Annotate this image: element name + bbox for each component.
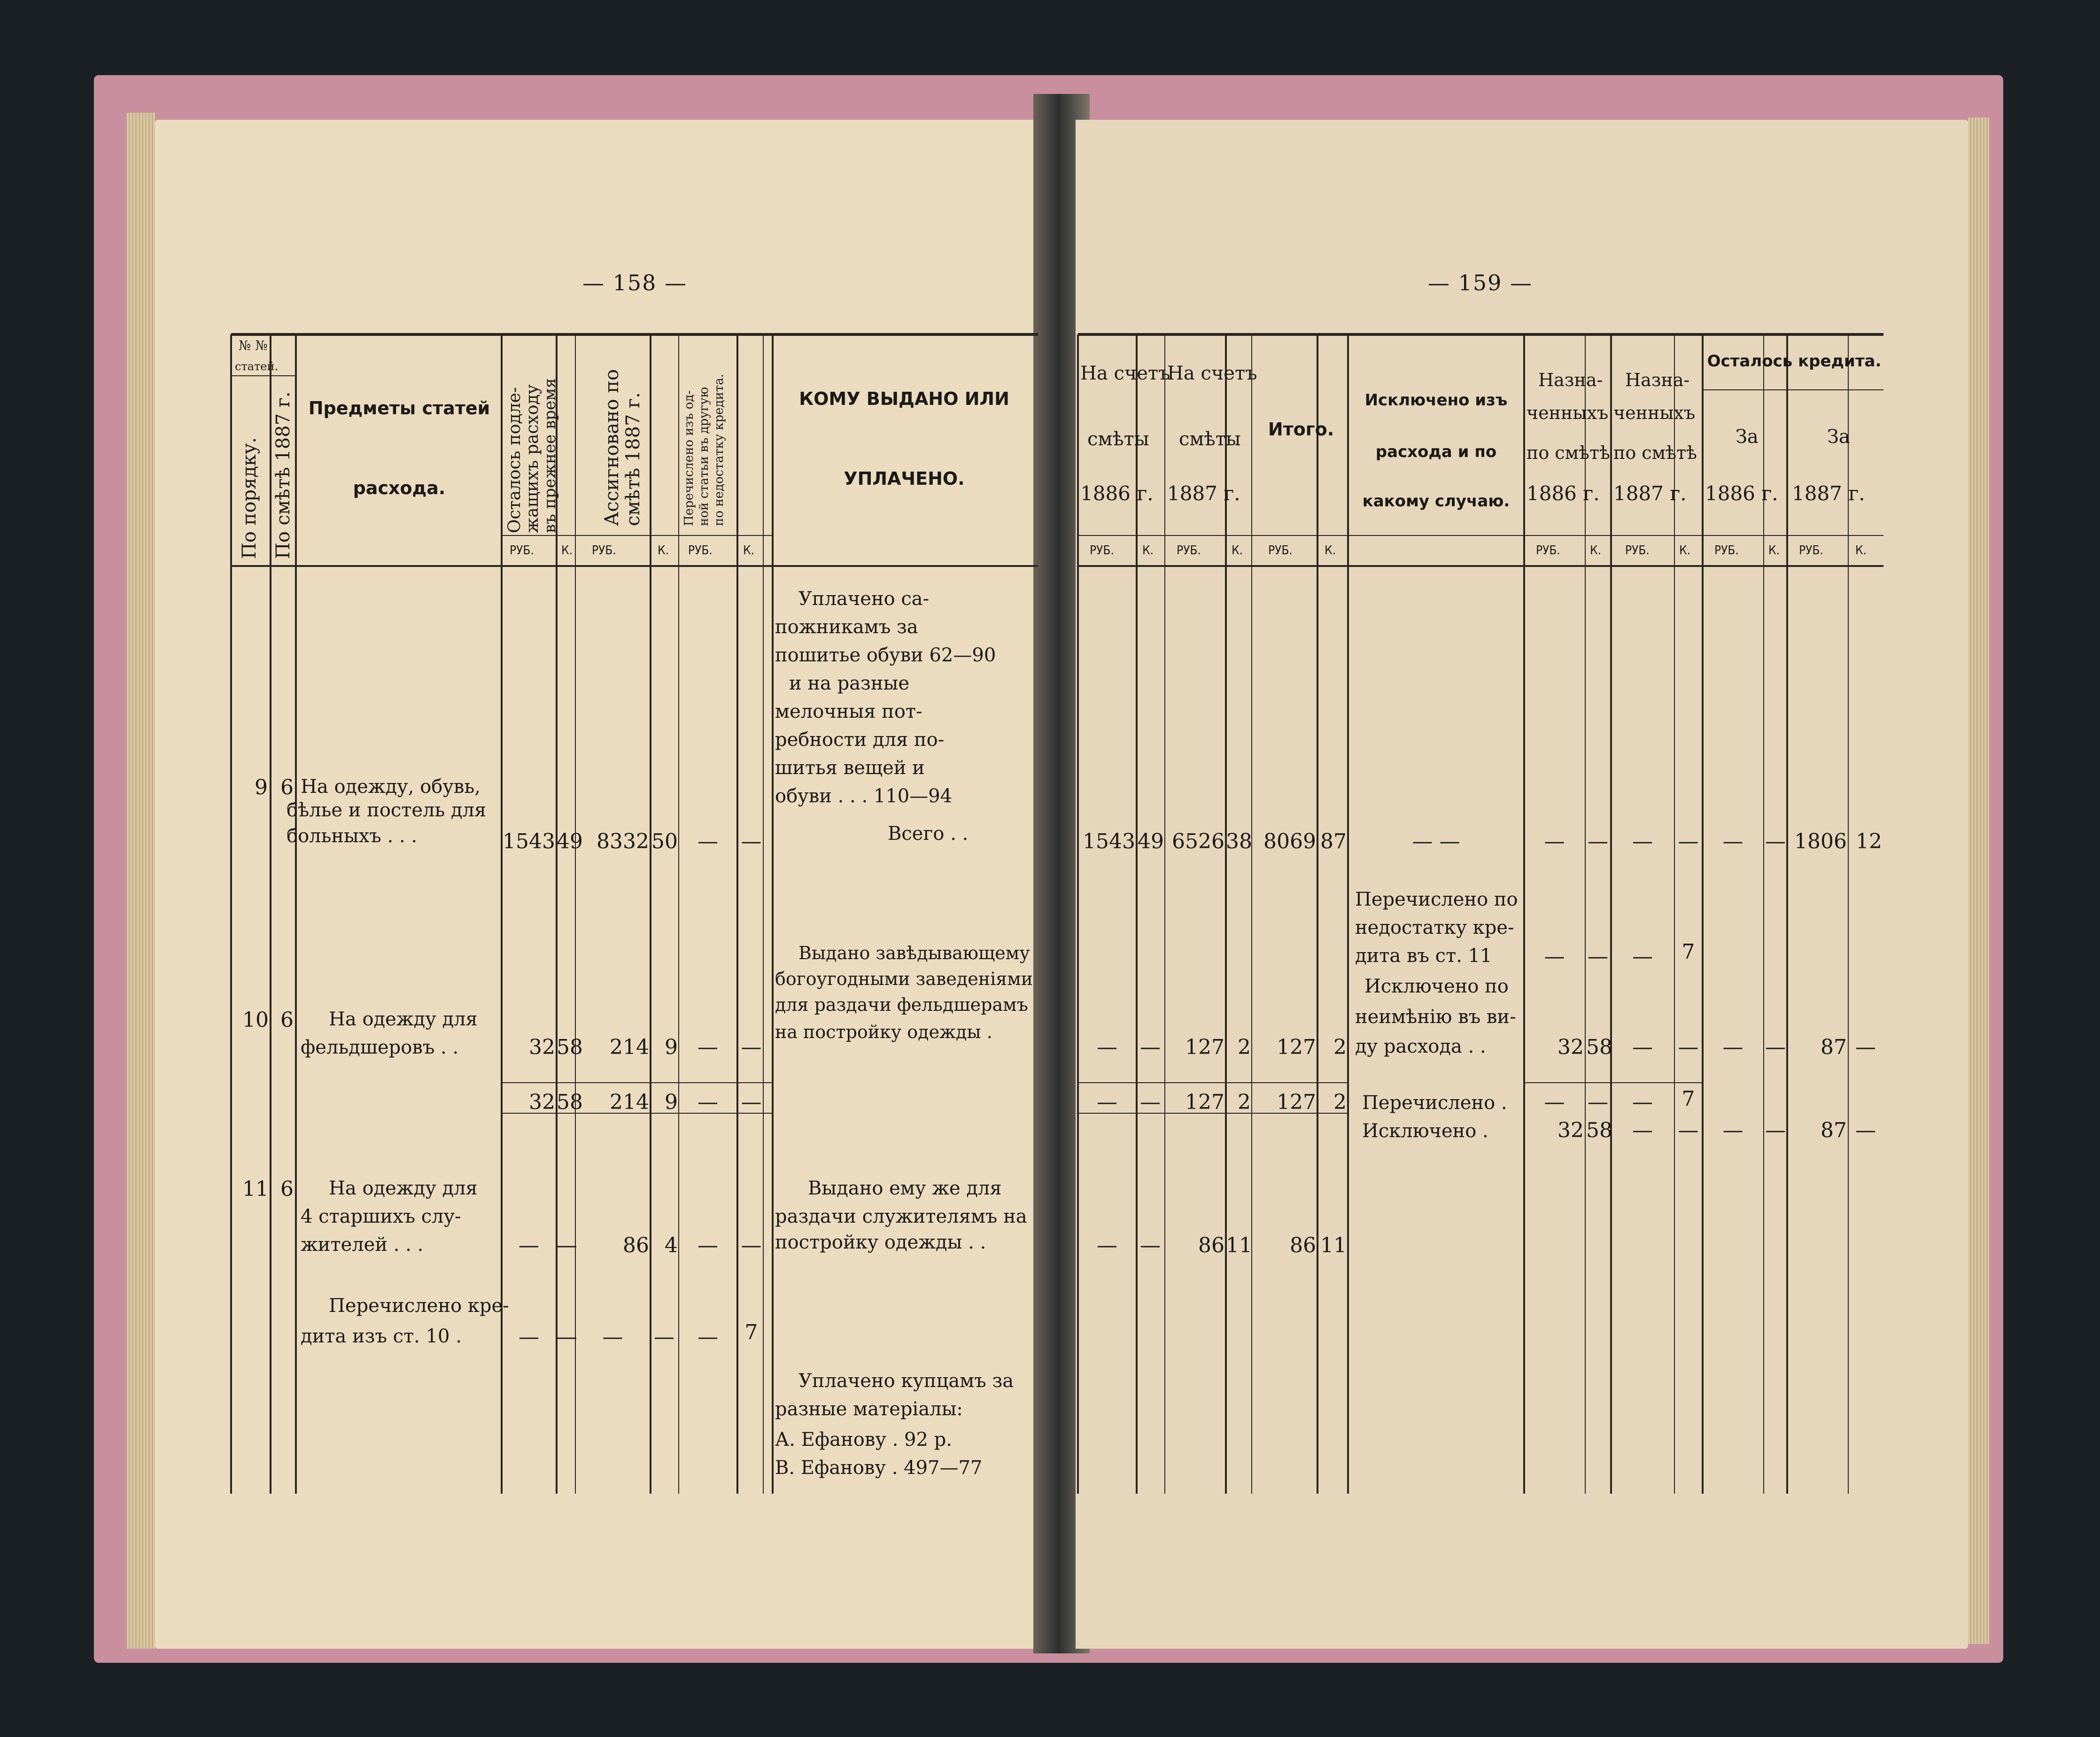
row11-ost-r: —	[519, 1233, 539, 1257]
header-assignovano-1: Ассигновано по	[601, 369, 623, 526]
unit-left-1: РУБ.	[510, 543, 534, 558]
row11-per-k: —	[741, 1233, 762, 1257]
r1-it-k: 87	[1320, 830, 1347, 853]
header-perechisleno-2: ной статьи въ другую	[697, 387, 711, 526]
rh-s87-3: 1887 г.	[1167, 482, 1240, 505]
header-ostalos-3: въ прежнее время	[541, 378, 559, 533]
r1-n87-k: —	[1678, 830, 1699, 853]
r6-it-k: 11	[1320, 1233, 1347, 1257]
komu-b1-6: ребности для по-	[775, 729, 945, 751]
rh-s87-2: смѣты	[1179, 428, 1241, 450]
unit-left-3: РУБ.	[592, 543, 616, 558]
r4-it-r: 127	[1277, 1090, 1316, 1114]
transfer-ass-k: —	[654, 1325, 674, 1349]
r1-o87-r: 1806	[1794, 830, 1847, 853]
rh-za86-1: За	[1736, 426, 1759, 448]
row10-ass-r: 214	[610, 1035, 649, 1059]
row9-per-r: —	[697, 830, 718, 853]
row10-ost-k: 58	[557, 1035, 583, 1059]
unit-right-11: РУБ.	[1714, 543, 1739, 558]
row9-name-3: больныхъ . . .	[287, 825, 418, 847]
r5-o86-r: —	[1722, 1118, 1744, 1142]
r5-n87-k: —	[1678, 1118, 1699, 1142]
komu-b1-1: Уплачено са-	[798, 588, 930, 610]
r3-s86-k: —	[1140, 1035, 1161, 1059]
unit-right-6: К.	[1325, 543, 1336, 558]
row10-name-2: фельдшеровъ . .	[301, 1037, 459, 1058]
r5-o87-k: —	[1855, 1118, 1876, 1142]
r6-it-r: 86	[1290, 1233, 1316, 1257]
rh-n86-2: ченныхъ	[1527, 403, 1609, 423]
r1-s86-r: 1543	[1083, 830, 1135, 853]
komu-b1-4: и на разные	[789, 673, 910, 694]
header-raskhoda: расхода.	[353, 478, 446, 498]
komu-b1-3: пошитье обуви 62—90	[775, 644, 996, 666]
r6-s87-r: 86	[1198, 1233, 1224, 1257]
unit-right-5: РУБ.	[1268, 543, 1293, 558]
row11-name-3: жителей . . .	[301, 1234, 424, 1256]
subtotal-per-r: —	[697, 1090, 718, 1114]
row9-name-1: На одежду, обувь,	[301, 776, 480, 798]
komu-b2-4: на постройку одежды .	[775, 1022, 992, 1042]
r3-o87-r: 87	[1821, 1035, 1847, 1059]
rh-za86-2: 1886 г.	[1705, 482, 1778, 505]
unit-left-2: К.	[561, 543, 573, 558]
rh-s86-2: смѣты	[1087, 428, 1149, 450]
r1-n86-r: —	[1544, 830, 1565, 853]
rh-n87-2: ченныхъ	[1613, 403, 1696, 423]
header-perechisleno-1: Перечислено изъ од-	[682, 390, 696, 526]
row11-ass-r: 86	[623, 1233, 649, 1257]
unit-left-4: К.	[658, 543, 669, 558]
row9-name-2: бѣлье и постель для	[287, 799, 487, 821]
r5-n87-r: —	[1632, 1118, 1653, 1142]
r1-s87-r: 6526	[1172, 830, 1224, 853]
rh-s87-1: На счетъ	[1167, 363, 1257, 384]
subtotal-ost-r: 32	[529, 1090, 555, 1114]
rh-isk-3: какому случаю.	[1362, 492, 1510, 511]
subtotal-per-k: —	[741, 1090, 762, 1114]
komu-b2-1: Выдано завѣдывающему	[798, 943, 1030, 963]
header-assignovano-2: смѣтѣ 1887 г.	[622, 392, 644, 526]
rh-n87-4: 1887 г.	[1613, 482, 1687, 505]
rh-isk-1: Исключено изъ	[1364, 391, 1508, 410]
transfer-per-k: 7	[744, 1320, 758, 1344]
komu-b4-3: А. Ефанову . 92 р.	[775, 1429, 952, 1450]
r5-isk: Исключено .	[1362, 1120, 1488, 1142]
transfer-name-1: Перечислено кре-	[329, 1295, 509, 1317]
r4-n87-k: 7	[1682, 1087, 1695, 1111]
r6-s86-k: —	[1140, 1233, 1161, 1257]
row10-per-k: —	[741, 1035, 762, 1059]
r1-o87-k: 12	[1856, 830, 1882, 853]
komu-b3-2: раздачи служителямъ на	[775, 1206, 1027, 1227]
left-page-number: — 158 —	[582, 270, 688, 295]
r5-n86-r: 32	[1558, 1118, 1584, 1142]
r3-n87-k: —	[1678, 1035, 1699, 1059]
rh-za87-1: За	[1827, 426, 1850, 448]
r4-n87-r: —	[1632, 1090, 1653, 1114]
unit-left-6: К.	[743, 543, 755, 558]
komu-b4-2: разные матеріалы:	[775, 1398, 963, 1420]
unit-left-5: РУБ.	[688, 543, 713, 558]
row9-smeta: 6	[280, 775, 294, 799]
header-statey: статей.	[235, 360, 279, 373]
header-komu: КОМУ ВЫДАНО ИЛИ	[799, 388, 1009, 409]
r3-it-k: 2	[1333, 1035, 1347, 1059]
right-page-number: — 159 —	[1428, 270, 1533, 295]
unit-right-14: К.	[1855, 543, 1867, 558]
row11-no: 11	[242, 1177, 269, 1201]
subtotal-ass-r: 214	[610, 1090, 649, 1114]
rh-n86-4: 1886 г.	[1527, 482, 1600, 505]
unit-right-9: РУБ.	[1625, 543, 1650, 558]
r3-isk-2: неимѣнію въ ви-	[1355, 1006, 1516, 1028]
r1-n86-k: —	[1588, 830, 1608, 853]
r4-s86-r: —	[1097, 1090, 1117, 1114]
rh-s86-3: 1886 г.	[1080, 482, 1154, 505]
header-nn: № №	[239, 338, 268, 353]
rh-itogo: Итого.	[1268, 419, 1334, 440]
row9-ass-k: 50	[651, 830, 678, 853]
subtotal-ass-k: 9	[665, 1090, 678, 1114]
r3-n86-r: 32	[1558, 1035, 1584, 1059]
komu-b3-3: постройку одежды . .	[775, 1232, 986, 1253]
header-ostalos-2: жащихъ расходу	[523, 384, 542, 533]
r2-isk-1: Перечислено по	[1355, 889, 1518, 910]
rh-n86-1: Назна-	[1538, 370, 1603, 390]
row9-ost-r: 1543	[503, 830, 555, 853]
r1-o86-r: —	[1722, 830, 1744, 853]
r1-s87-k: 38	[1226, 830, 1252, 853]
r3-s86-r: —	[1097, 1035, 1117, 1059]
row11-ass-k: 4	[665, 1233, 678, 1257]
r3-o86-k: —	[1765, 1035, 1786, 1059]
header-predmety: Предметы статей	[308, 398, 490, 419]
r3-o87-k: —	[1855, 1035, 1876, 1059]
row9-ost-k: 49	[557, 830, 583, 853]
header-uplacheno: УПЛАЧЕНО.	[844, 468, 965, 489]
r1-isk: — —	[1412, 830, 1460, 853]
rh-n87-3: по смѣтѣ	[1613, 442, 1697, 463]
r3-o86-r: —	[1722, 1035, 1744, 1059]
r6-s86-r: —	[1097, 1233, 1117, 1257]
header-po-poryadku: По порядку.	[239, 437, 260, 559]
r2-n87-r: —	[1632, 945, 1653, 969]
unit-right-7: РУБ.	[1536, 543, 1560, 558]
row10-no: 10	[242, 1008, 269, 1032]
r1-o86-k: —	[1765, 830, 1786, 853]
row11-name-1: На одежду для	[329, 1178, 478, 1199]
rh-n86-3: по смѣтѣ	[1527, 442, 1610, 463]
komu-b1-8: обуви . . . 110—94	[775, 785, 953, 807]
rh-s86-1: На счетъ	[1080, 363, 1170, 384]
row9-per-k: —	[741, 830, 762, 853]
r2-isk-2: недостатку кре-	[1355, 917, 1514, 938]
r2-isk-3: дита въ ст. 11	[1355, 945, 1492, 967]
komu-b1-7: шитья вещей и	[775, 757, 925, 779]
komu-vsego: Всего . .	[888, 823, 969, 845]
unit-right-8: К.	[1590, 543, 1602, 558]
rh-n87-1: Назна-	[1625, 370, 1690, 390]
rh-ostalos: Осталось кредита.	[1707, 352, 1882, 371]
header-po-smete: По смѣтѣ 1887 г.	[272, 391, 294, 559]
rh-za87-2: 1887 г.	[1792, 482, 1865, 505]
komu-b2-3: для раздачи фельдшерамъ	[775, 994, 1028, 1015]
r4-n86-r: —	[1544, 1090, 1565, 1114]
unit-right-13: РУБ.	[1799, 543, 1823, 558]
r5-n86-k: 58	[1586, 1118, 1612, 1142]
r2-n86-r: —	[1544, 945, 1565, 969]
r4-s86-k: —	[1140, 1090, 1161, 1114]
unit-right-1: РУБ.	[1090, 543, 1114, 558]
r1-s86-k: 49	[1138, 830, 1164, 853]
subtotal-ost-k: 58	[557, 1090, 583, 1114]
r3-s87-r: 127	[1185, 1035, 1224, 1059]
row11-name-2: 4 старшихъ слу-	[301, 1206, 461, 1227]
r2-n86-k: —	[1588, 945, 1608, 969]
r3-it-r: 127	[1277, 1035, 1316, 1059]
row11-per-r: —	[697, 1233, 718, 1257]
r4-s87-r: 127	[1185, 1090, 1224, 1114]
transfer-name-2: дита изъ ст. 10 .	[301, 1326, 462, 1347]
row10-name-1: На одежду для	[329, 1008, 478, 1030]
unit-right-12: К.	[1768, 543, 1780, 558]
r3-n87-r: —	[1632, 1035, 1653, 1059]
row11-smeta: 6	[280, 1177, 294, 1201]
transfer-ost-k: —	[557, 1325, 577, 1349]
transfer-ost-r: —	[519, 1325, 539, 1349]
transfer-ass-r: —	[602, 1325, 623, 1349]
r4-n86-k: —	[1588, 1090, 1608, 1114]
transfer-per-r: —	[697, 1325, 718, 1349]
r4-isk: Перечислено .	[1362, 1092, 1507, 1114]
r1-n87-r: —	[1632, 830, 1653, 853]
r3-s87-k: 2	[1238, 1035, 1251, 1059]
row9-no: 9	[255, 775, 268, 799]
komu-b1-2: пожникамъ за	[775, 616, 918, 638]
r3-n86-k: 58	[1586, 1035, 1612, 1059]
komu-b3-1: Выдано ему же для	[808, 1178, 1002, 1199]
r3-isk-1: Исключено по	[1364, 976, 1509, 997]
row10-smeta: 6	[280, 1008, 294, 1032]
row11-ost-k: —	[557, 1233, 577, 1257]
unit-right-2: К.	[1142, 543, 1154, 558]
rh-isk-2: расхода и по	[1375, 442, 1497, 461]
unit-right-10: К.	[1679, 543, 1691, 558]
komu-b4-1: Уплачено купцамъ за	[798, 1370, 1014, 1392]
unit-right-4: К.	[1232, 543, 1243, 558]
r1-it-r: 8069	[1263, 830, 1316, 853]
unit-right-3: РУБ.	[1177, 543, 1201, 558]
header-perechisleno-3: по недостатку кредита.	[712, 373, 726, 526]
r6-s87-k: 11	[1226, 1233, 1252, 1257]
r2-n87-k: 7	[1682, 940, 1695, 964]
r4-s87-k: 2	[1238, 1090, 1251, 1114]
komu-b1-5: мелочныя пот-	[775, 701, 922, 722]
header-ostalos-1: Осталось подле-	[505, 387, 524, 533]
r5-o87-r: 87	[1821, 1118, 1847, 1142]
r5-o86-k: —	[1765, 1118, 1786, 1142]
row10-per-r: —	[697, 1035, 718, 1059]
komu-b4-4: В. Ефанову . 497—77	[775, 1457, 983, 1479]
komu-b2-2: богоугодными заведеніями	[775, 969, 1033, 989]
row10-ost-r: 32	[529, 1035, 555, 1059]
row9-ass-r: 8332	[597, 830, 649, 853]
r4-it-k: 2	[1333, 1090, 1347, 1114]
row10-ass-k: 9	[665, 1035, 678, 1059]
r3-isk-3: ду расхода . .	[1355, 1036, 1486, 1057]
